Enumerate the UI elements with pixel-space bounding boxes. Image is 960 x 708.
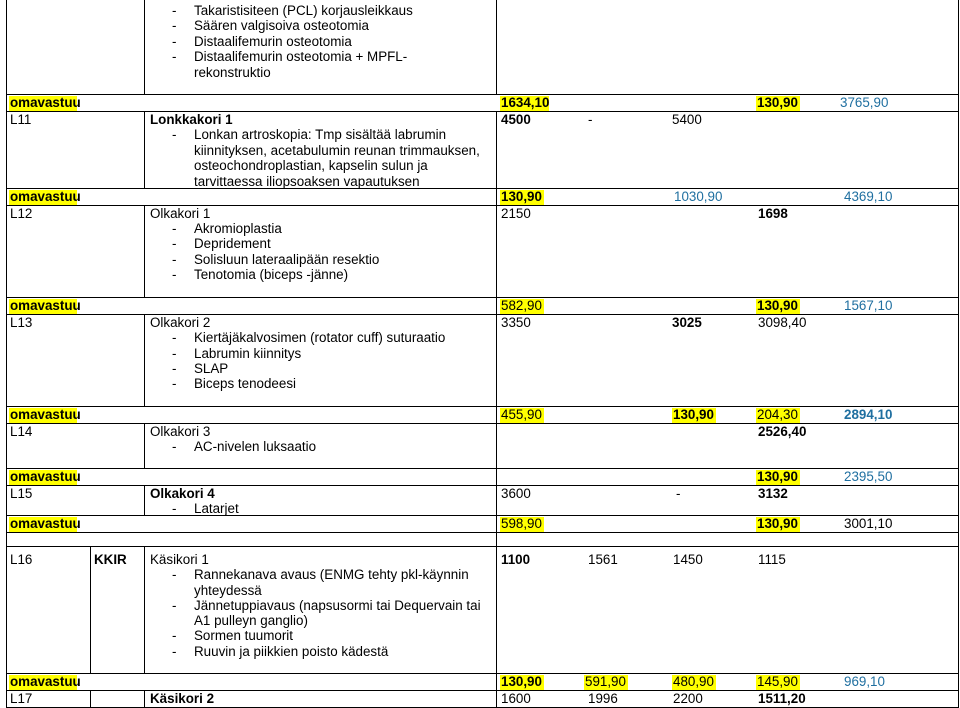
cell-value: 145,90 bbox=[757, 674, 798, 689]
cell-value: - bbox=[588, 112, 593, 127]
omavastuu-label: omavastuu bbox=[10, 298, 81, 313]
omavastuu-label: omavastuu bbox=[10, 674, 81, 689]
cell-value: 1115 bbox=[758, 552, 786, 567]
row-code: L11 bbox=[10, 112, 32, 127]
list-item: - Rannekanava avaus (ENMG tehty pkl-käynnin bbox=[172, 567, 469, 582]
cell-value: 3600 bbox=[501, 486, 531, 501]
list-item: - Depridement bbox=[172, 236, 271, 251]
list-item: osteochondroplastian, kapselin sulun ja bbox=[194, 158, 428, 173]
list-item: - Säären valgisoiva osteotomia bbox=[172, 18, 369, 33]
list-item: rekonstruktio bbox=[194, 65, 271, 80]
cell-value: 3132 bbox=[758, 486, 788, 501]
cell-value: 1634,10 bbox=[501, 95, 550, 110]
row-code: L16 bbox=[10, 552, 33, 567]
cell-value: 3025 bbox=[672, 315, 702, 330]
list-item: - Solisluun lateraalipään resektio bbox=[172, 252, 380, 267]
list-item: - Kiertäjäkalvosimen (rotator cuff) suturaatio bbox=[172, 330, 446, 345]
omavastuu-label: omavastuu bbox=[10, 95, 81, 110]
cell-value: 2150 bbox=[501, 206, 531, 221]
row-code: L17 bbox=[10, 691, 33, 706]
list-item: - Latarjet bbox=[172, 501, 239, 516]
row-title: Käsikori 1 bbox=[150, 552, 209, 567]
row-group: KKIR bbox=[94, 552, 127, 567]
cell-value: 582,90 bbox=[501, 298, 542, 313]
omavastuu-label: omavastuu bbox=[10, 516, 81, 531]
cell-value: 130,90 bbox=[757, 516, 798, 531]
cell-value: 2200 bbox=[673, 691, 703, 706]
list-item: - Lonkan artroskopia: Tmp sisältää labrumin bbox=[172, 127, 447, 142]
list-item: - Akromioplastia bbox=[172, 221, 282, 236]
row-code: L14 bbox=[10, 424, 33, 439]
cell-value: 1100 bbox=[501, 552, 531, 567]
cell-total: 2894,10 bbox=[844, 407, 893, 422]
list-item: A1 pulleyn ganglio) bbox=[194, 613, 308, 628]
row-title: Käsikori 2 bbox=[150, 691, 215, 706]
list-item: tarvittaessa iliopsoaksen vapautuksen bbox=[194, 174, 420, 189]
list-item: - Tenotomia (biceps -jänne) bbox=[172, 267, 349, 282]
cell-total: 2395,50 bbox=[844, 469, 893, 484]
list-item: - SLAP bbox=[172, 361, 229, 376]
cell-value: 204,30 bbox=[757, 407, 798, 422]
row-title: Olkakori 1 bbox=[150, 206, 211, 221]
cell-value: 130,90 bbox=[757, 298, 798, 313]
list-item: - Ruuvin ja piikkien poisto kädestä bbox=[172, 644, 389, 659]
cell-value: 480,90 bbox=[673, 674, 714, 689]
cell-value: 1561 bbox=[588, 552, 618, 567]
cell-value: 1511,20 bbox=[758, 691, 806, 706]
row-code: L12 bbox=[10, 206, 33, 221]
cell-value: 455,90 bbox=[501, 407, 542, 422]
cell-value: 1450 bbox=[673, 552, 703, 567]
cell-value: 1600 bbox=[501, 691, 531, 706]
cell-value: 1996 bbox=[588, 691, 618, 706]
list-item: - Sormen tuumorit bbox=[172, 628, 293, 643]
cell-value: 130,90 bbox=[757, 469, 798, 484]
cell-value: 4500 bbox=[501, 112, 531, 127]
list-item: - Jännetuppiavaus (napsusormi tai Dequervain tai bbox=[172, 598, 481, 613]
omavastuu-label: omavastuu bbox=[10, 407, 81, 422]
cell-value: 591,90 bbox=[585, 674, 626, 689]
row-title: Olkakori 3 bbox=[150, 424, 211, 439]
list-item: - Distaalifemurin osteotomia + MPFL- bbox=[172, 49, 408, 64]
cell-value: 1030,90 bbox=[674, 189, 723, 204]
list-item: kiinnityksen, acetabulumin reunan trimmauksen, bbox=[194, 143, 480, 158]
list-item: - Labrumin kiinnitys bbox=[172, 346, 302, 361]
cell-value: 1698 bbox=[758, 206, 788, 221]
row-code: L13 bbox=[10, 315, 33, 330]
list-item: - Takaristisiteen (PCL) korjausleikkaus bbox=[172, 3, 413, 18]
list-item: - Biceps tenodeesi bbox=[172, 376, 296, 391]
cell-total: 3765,90 bbox=[840, 95, 889, 110]
list-item: yhteydessä bbox=[194, 583, 262, 598]
row-code: L15 bbox=[10, 486, 33, 501]
cell-value: 130,90 bbox=[757, 95, 798, 110]
cell-value: 130,90 bbox=[673, 407, 714, 422]
row-title: Olkakori 4 bbox=[150, 486, 215, 501]
cell-total: 969,10 bbox=[844, 674, 885, 689]
list-item: - Distaalifemurin osteotomia bbox=[172, 34, 352, 49]
row-title: Olkakori 2 bbox=[150, 315, 211, 330]
cell-value: 130,90 bbox=[501, 674, 542, 689]
cell-value: 3098,40 bbox=[758, 315, 807, 330]
cell-value: 5400 bbox=[672, 112, 702, 127]
omavastuu-label: omavastuu bbox=[10, 469, 81, 484]
cell-total: 4369,10 bbox=[844, 189, 893, 204]
cell-value: 2526,40 bbox=[758, 424, 807, 439]
cell-value: 3350 bbox=[501, 315, 531, 330]
cell-total: 1567,10 bbox=[844, 298, 893, 313]
row-title: Lonkkakori 1 bbox=[150, 112, 233, 127]
cell-total: 3001,10 bbox=[844, 516, 893, 531]
cell-value: - bbox=[676, 486, 681, 501]
cell-value: 130,90 bbox=[501, 189, 542, 204]
cell-value: 598,90 bbox=[501, 516, 542, 531]
omavastuu-label: omavastuu bbox=[10, 189, 81, 204]
list-item: - AC-nivelen luksaatio bbox=[172, 439, 317, 454]
